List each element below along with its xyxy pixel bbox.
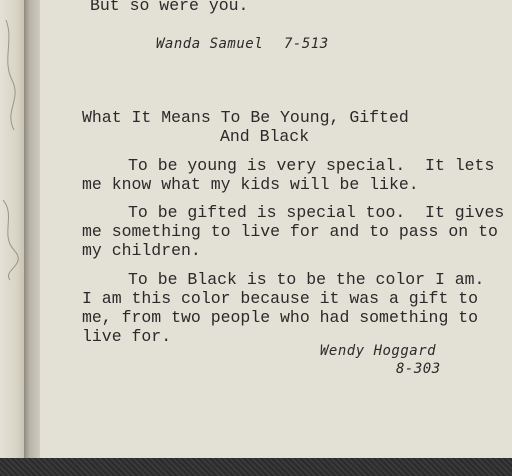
book-gutter — [24, 0, 40, 458]
stanza-2-line-2: me something to live for and to pass on to — [82, 222, 498, 241]
previous-poem-room: 7-513 — [284, 36, 329, 52]
stanza-1-line-2: me know what my kids will be like. — [82, 175, 419, 194]
stanza-3-line-3: me, from two people who had something to — [82, 308, 479, 327]
stanza-2-line-3: my children. — [82, 241, 201, 260]
facing-page-edge — [0, 0, 24, 458]
stanza-3-line-4: live for. — [82, 327, 172, 346]
poem-author: Wendy Hoggard — [320, 343, 437, 359]
stanza-3-line-2: I am this color because it was a gift to — [82, 289, 479, 308]
book-cover-edge — [0, 458, 512, 476]
stanza-1-line-1: To be young is very special. It lets — [128, 156, 495, 175]
stanza-2-line-1: To be gifted is special too. It gives — [128, 203, 505, 222]
poem-title-line-1: What It Means To Be Young, Gifted — [82, 108, 409, 127]
stanza-3-line-1: To be Black is to be the color I am. — [128, 270, 485, 289]
previous-poem-last-line: But so were you. — [90, 0, 249, 15]
poem-room: 8-303 — [396, 361, 441, 377]
decorative-flourish — [0, 0, 24, 458]
poem-title-line-2: And Black — [220, 127, 310, 146]
book-page — [40, 0, 512, 458]
previous-poem-author: Wanda Samuel — [156, 36, 264, 52]
